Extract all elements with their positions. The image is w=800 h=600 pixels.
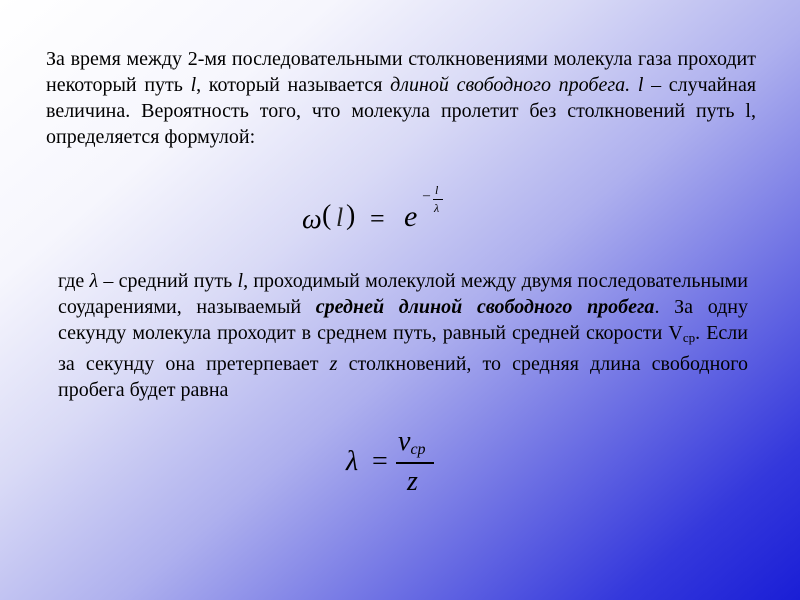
p1-var-l: l bbox=[190, 74, 197, 96]
p2-var-z: z bbox=[329, 353, 338, 375]
p2-subscript-cp: ср bbox=[682, 330, 696, 345]
p2-var-l: l bbox=[237, 270, 244, 292]
formula2-v-subscript: cp bbox=[410, 441, 426, 458]
formula1-omega: ω bbox=[302, 204, 322, 235]
p1-text-2: , который называется bbox=[196, 74, 391, 96]
formula-mean-free-path bbox=[344, 426, 454, 501]
p2-lambda: λ bbox=[89, 270, 99, 292]
formula2-fraction-bar bbox=[396, 462, 434, 464]
p2-text-1: где bbox=[58, 270, 90, 292]
formula1-open-paren: ( bbox=[322, 200, 332, 231]
p2-text-4: . За одну секунду молекула проходит в среднем путь, равный средней скорости V bbox=[58, 296, 749, 344]
formula1-exp-denominator: λ bbox=[434, 201, 440, 215]
p1-text-4: – случайная величина. Вероятность того, что молекула пролетит без столкновений путь l, определяется формулой: bbox=[46, 74, 757, 148]
formula2-v: v bbox=[398, 426, 411, 457]
formula-probability bbox=[300, 182, 460, 242]
p1-term-free-path: длиной свободного пробега. bbox=[390, 74, 631, 96]
p2-text-6: столкновений, то средняя длина свободного пробега будет равна bbox=[58, 353, 748, 401]
paragraph-mean-free-path bbox=[58, 268, 748, 403]
formula1-close-paren: ) bbox=[346, 200, 356, 231]
paragraph-definition bbox=[46, 46, 756, 150]
formula1-equals: = bbox=[370, 204, 385, 233]
p1-text-1: За время между 2-мя последовательными столкновениями молекула газа проходит некоторый путь bbox=[46, 48, 756, 96]
p1-var-l-2: l bbox=[637, 74, 644, 96]
p2-text-2: – средний путь bbox=[98, 270, 238, 292]
p2-text-3: , проходимый молекулой между двумя последовательными соударениями, называемый bbox=[58, 270, 748, 318]
p2-text-5: . Если за секунду она претерпевает bbox=[58, 322, 748, 375]
formula1-base-e: e bbox=[404, 200, 418, 233]
p2-term-mean-free-path: средней длиной свободного пробега bbox=[315, 296, 655, 318]
formula1-exp-fraction-bar bbox=[433, 199, 443, 200]
p1-text-3 bbox=[630, 74, 638, 96]
formula2-numerator bbox=[398, 426, 426, 459]
formula2-denominator: z bbox=[407, 466, 418, 497]
formula1-exp-minus: – bbox=[423, 188, 430, 203]
formula1-var-l: l bbox=[336, 203, 344, 232]
formula2-equals: = bbox=[372, 446, 388, 477]
formula2-lambda: λ bbox=[346, 446, 359, 477]
formula1-exp-numerator: l bbox=[435, 183, 439, 197]
